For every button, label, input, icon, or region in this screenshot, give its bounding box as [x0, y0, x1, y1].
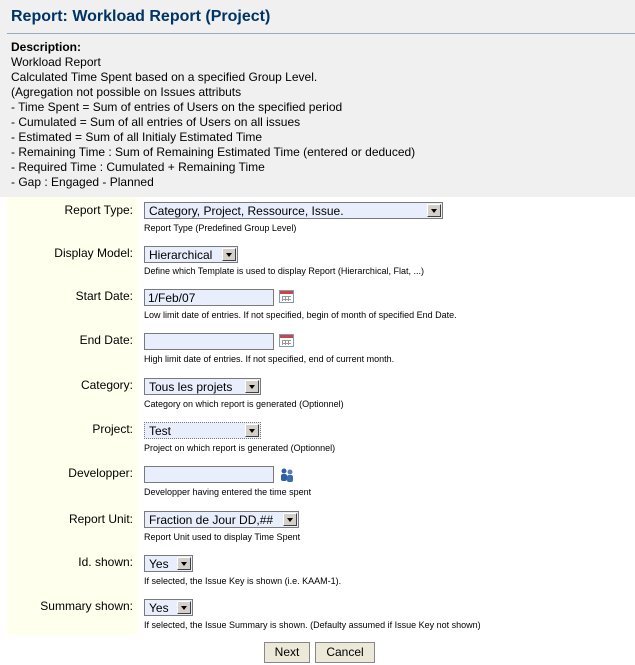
chevron-down-icon[interactable] [177, 601, 191, 614]
chevron-down-icon[interactable] [245, 380, 259, 393]
start-date-value: 1/Feb/07 [148, 291, 196, 305]
project-value: Test [149, 424, 172, 438]
chevron-down-icon[interactable] [245, 424, 259, 437]
chevron-down-icon[interactable] [177, 557, 191, 570]
description-line: - Gap : Engaged - Planned [11, 175, 154, 189]
display-model-help: Define which Template is used to display Report (Hierarchical, Flat, ...) [144, 266, 424, 276]
description-line: - Remaining Time : Sum of Remaining Estimated Time (entered or deduced) [11, 145, 416, 159]
category-value: Tous les projets [149, 380, 233, 394]
end-date-help: High limit date of entries. If not specified, end of current month. [144, 354, 395, 364]
description-line: - Required Time : Cumulated + Remaining Time [11, 160, 265, 174]
project-select[interactable] [144, 422, 261, 439]
user-picker-icon[interactable] [279, 467, 295, 483]
category-label: Category: [80, 378, 133, 392]
end-date-input[interactable] [144, 333, 274, 350]
description-label: Description: [11, 40, 82, 54]
calendar-icon[interactable] [279, 334, 294, 347]
display-model-label: Display Model: [54, 246, 133, 260]
developper-help: Developper having entered the time spent [144, 487, 312, 497]
project-label: Project: [92, 422, 133, 436]
summary-shown-select[interactable] [144, 599, 193, 616]
page-title: Report: Workload Report (Project) [11, 8, 271, 25]
end-date-label: End Date: [79, 333, 133, 347]
report-unit-value: Fraction de Jour DD,## [149, 513, 274, 527]
report-unit-help: Report Unit used to display Time Spent [144, 532, 301, 542]
category-select[interactable] [144, 378, 261, 395]
start-date-help: Low limit date of entries. If not specified, begin of month of specified End Date. [144, 310, 457, 320]
chevron-down-icon[interactable] [283, 513, 297, 526]
developper-input[interactable] [144, 466, 274, 483]
display-model-value: Hierarchical [149, 248, 213, 262]
description-line: Calculated Time Spent based on a specified Group Level. [11, 70, 318, 84]
description-line: (Agregation not possible on Issues attributs [11, 85, 242, 99]
report-unit-label: Report Unit: [68, 512, 133, 526]
id-shown-label: Id. shown: [78, 555, 133, 569]
chevron-down-icon[interactable] [222, 248, 236, 261]
cancel-button[interactable]: Cancel [315, 642, 375, 663]
summary-shown-value: Yes [149, 601, 169, 615]
report-type-label: Report Type: [64, 203, 133, 217]
id-shown-select[interactable] [144, 555, 193, 572]
summary-shown-label: Summary shown: [40, 599, 133, 613]
description-line: - Estimated = Sum of all Initialy Estimated Time [11, 130, 263, 144]
id-shown-value: Yes [149, 557, 169, 571]
report-unit-select[interactable] [144, 511, 299, 528]
chevron-down-icon[interactable] [427, 204, 441, 217]
next-button[interactable]: Next [264, 642, 310, 663]
report-type-select[interactable] [144, 202, 443, 219]
calendar-icon[interactable] [279, 290, 294, 303]
label-column-background [7, 197, 138, 635]
description-line: Workload Report [11, 55, 101, 69]
start-date-label: Start Date: [75, 289, 133, 303]
start-date-input[interactable] [144, 289, 274, 306]
project-help: Project on which report is generated (Optionnel) [144, 443, 336, 453]
developper-label: Developper: [68, 466, 133, 480]
title-divider [7, 33, 635, 34]
report-type-value: Category, Project, Ressource, Issue. [149, 204, 344, 218]
summary-shown-help: If selected, the Issue Summary is shown. (Defaulty assumed if Issue Key not shown) [144, 620, 481, 630]
description-line: - Time Spent = Sum of entries of Users on the specified period [11, 100, 343, 114]
report-header-panel [0, 0, 635, 197]
category-help: Category on which report is generated (Optionnel) [144, 399, 344, 409]
display-model-select[interactable] [144, 246, 238, 263]
report-type-help: Report Type (Predefined Group Level) [144, 223, 297, 233]
id-shown-help: If selected, the Issue Key is shown (i.e. KAAM-1). [144, 576, 342, 586]
description-line: - Cumulated = Sum of all entries of Users on all issues [11, 115, 301, 129]
report-description [11, 40, 415, 190]
